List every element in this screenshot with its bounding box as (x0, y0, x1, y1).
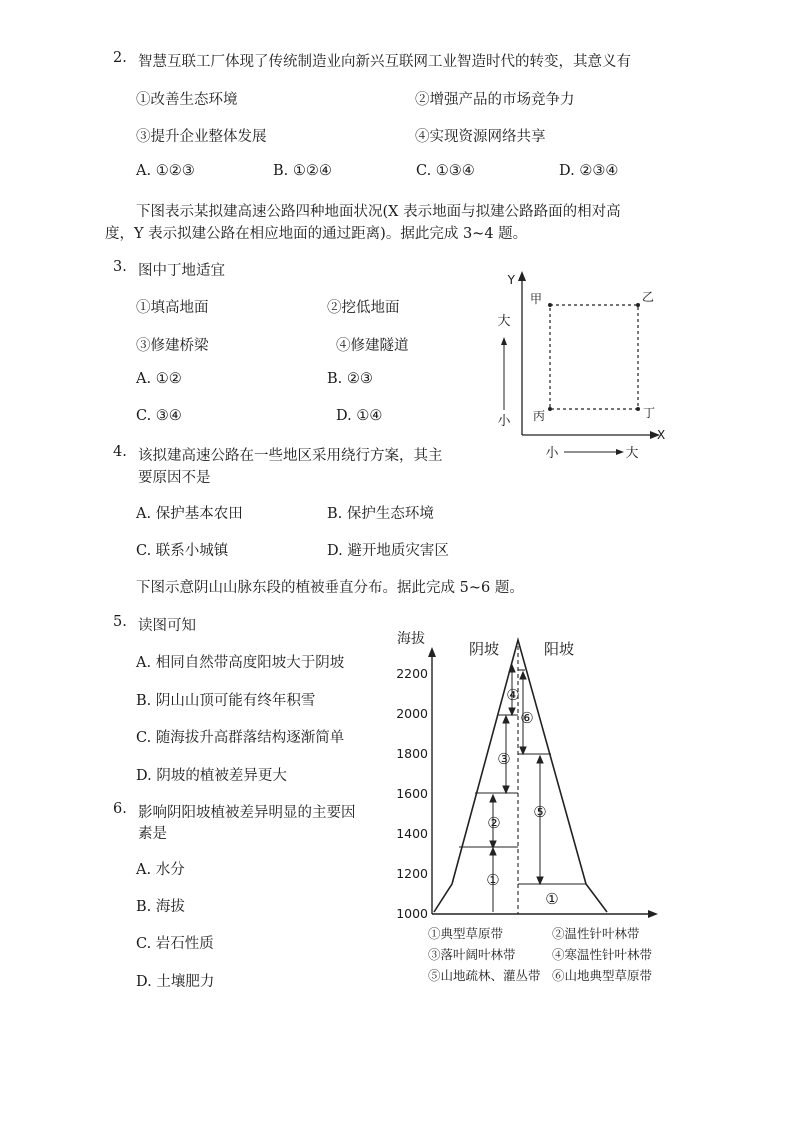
q2-option-d: D. ②③④ (559, 163, 619, 179)
zone-mark-shady-1: ① (486, 871, 500, 889)
legend-item-6: ⑥山地典型草原带 (552, 968, 653, 983)
q4-option-d: D. 避开地质灾害区 (327, 543, 449, 559)
q3-option-a: A. ①② (136, 371, 182, 387)
q2-item-4: ④实现资源网络共享 (415, 129, 546, 145)
zone-mark-sunny-6: ⑥ (520, 709, 534, 727)
road-condition-diagram (490, 265, 680, 465)
corner-label-jia: 甲 (529, 292, 543, 306)
intro-3-4-line2: 度，Y 表示拟建公路在相应地面的通过距离)。据此完成 3~4 题。 (105, 226, 528, 242)
legend-item-4: ④寒温性针叶林带 (552, 947, 653, 962)
y-small-label: 小 (497, 414, 511, 429)
corner-label-bing: 丙 (532, 409, 546, 423)
q5-option-a: A. 相同自然带高度阳坡大于阴坡 (136, 655, 345, 671)
q2-option-a: A. ①②③ (136, 163, 195, 179)
q4-stem-line1: 该拟建高速公路在一些地区采用绕行方案，其主 (138, 448, 443, 464)
q4-option-c: C. 联系小城镇 (136, 543, 229, 559)
corner-point-jia (548, 303, 552, 307)
q6-stem-line1: 影响阴阳坡植被差异明显的主要因 (138, 805, 356, 821)
range-arrowhead-shady-3-down (503, 786, 509, 793)
zone-mark-sunny-1: ① (545, 890, 559, 908)
zone-mark-shady-2: ② (487, 814, 501, 832)
q2-item-1: ①改善生态环境 (136, 92, 238, 108)
q5-stem: 读图可知 (138, 618, 196, 634)
q3-stem: 图中丁地适宜 (138, 263, 225, 279)
tick-1600: 1600 (396, 786, 428, 801)
q2-item-3: ③提升企业整体发展 (136, 129, 267, 145)
sunny-slope-label: 阳坡 (543, 640, 575, 658)
q6-option-b: B. 海拔 (136, 899, 185, 915)
range-arrowhead-sunny-5-down (537, 877, 543, 884)
q3-option-c: C. ③④ (136, 408, 182, 424)
q4-option-b: B. 保护生态环境 (327, 506, 434, 522)
legend-item-5: ⑤山地疏林、灌丛带 (428, 968, 541, 983)
zone-mark-shady-4: ④ (506, 686, 520, 704)
q3-option-d: D. ①④ (336, 408, 383, 424)
corner-point-ding (636, 407, 640, 411)
range-arrowhead-shady-4-down (509, 708, 515, 715)
tick-1000: 1000 (396, 906, 428, 921)
tick-1400: 1400 (396, 826, 428, 841)
tick-2200: 2200 (396, 666, 428, 681)
zone-mark-sunny-5: ⑤ (533, 803, 547, 821)
baseline-axis-arrowhead (648, 910, 658, 918)
tick-1200: 1200 (396, 866, 428, 881)
mountain-outline (434, 640, 607, 912)
tick-1800: 1800 (396, 746, 428, 761)
q2-stem: 智慧互联工厂体现了传统制造业向新兴互联网工业智造时代的转变，其意义有 (138, 54, 631, 70)
y-axis-label: Y (507, 273, 515, 287)
q5-option-c: C. 随海拔升高群落结构逐渐简单 (136, 730, 345, 746)
q2-option-c: C. ①③④ (416, 163, 475, 179)
q6-option-a: A. 水分 (136, 862, 185, 878)
range-arrowhead-sunny-6-up (520, 672, 526, 679)
corner-point-bing (548, 407, 552, 411)
q4-stem-line2: 要原因不是 (138, 470, 211, 486)
q4-option-a: A. 保护基本农田 (136, 506, 243, 522)
vegetation-vertical-diagram (392, 622, 667, 987)
range-arrowhead-shady-2-up (490, 795, 496, 802)
range-arrowhead-sunny-6-down (520, 747, 526, 754)
q3-option-b: B. ②③ (327, 371, 373, 387)
corner-label-ding: 丁 (642, 406, 656, 420)
x-axis-label: X (657, 428, 666, 442)
x-small-label: 小 (545, 446, 559, 461)
y-direction-arrowhead (501, 337, 507, 345)
legend-item-2: ②温性针叶林带 (552, 926, 640, 941)
corner-label-yi: 乙 (641, 290, 655, 304)
x-direction-arrowhead (616, 449, 624, 455)
y-big-label: 大 (497, 314, 511, 329)
legend-item-1: ①典型草原带 (428, 926, 504, 941)
q3-item-1: ①填高地面 (136, 300, 209, 316)
tick-2000: 2000 (396, 706, 428, 721)
q5-number: 5. (113, 614, 127, 630)
q6-stem-line2: 素是 (138, 826, 167, 842)
q4-number: 4. (113, 444, 127, 460)
q2-option-b: B. ①②④ (273, 163, 332, 179)
q5-option-d: D. 阴坡的植被差异更大 (136, 768, 287, 784)
q3-item-4: ④修建隧道 (336, 338, 409, 354)
q6-option-c: C. 岩石性质 (136, 936, 214, 952)
intro-3-4-line1: 下图表示某拟建高速公路四种地面状况(X 表示地面与拟建公路路面的相对高 (136, 204, 621, 220)
q5-option-b: B. 阴山山顶可能有终年积雪 (136, 693, 316, 709)
zone-mark-shady-3: ③ (497, 750, 511, 768)
y-axis-arrowhead (518, 271, 526, 281)
legend-item-3: ③落叶阔叶林带 (428, 947, 516, 962)
q2-number: 2. (113, 50, 127, 66)
altitude-label: 海拔 (397, 631, 425, 647)
q3-number: 3. (113, 259, 127, 275)
range-arrowhead-shady-3-up (503, 716, 509, 723)
q6-option-d: D. 土壤肥力 (136, 974, 215, 990)
q6-number: 6. (113, 801, 127, 817)
corner-point-yi (636, 303, 640, 307)
q3-item-2: ②挖低地面 (327, 300, 400, 316)
x-big-label: 大 (625, 446, 639, 461)
altitude-axis-arrowhead (428, 647, 436, 657)
intro-5-6: 下图示意阴山山脉东段的植被垂直分布。据此完成 5~6 题。 (136, 580, 524, 596)
dashed-rectangle (550, 305, 638, 409)
q2-item-2: ②增强产品的市场竞争力 (415, 92, 575, 108)
shady-slope-label: 阴坡 (468, 640, 500, 658)
q3-item-3: ③修建桥梁 (136, 338, 209, 354)
range-arrowhead-sunny-5-up (537, 756, 543, 763)
